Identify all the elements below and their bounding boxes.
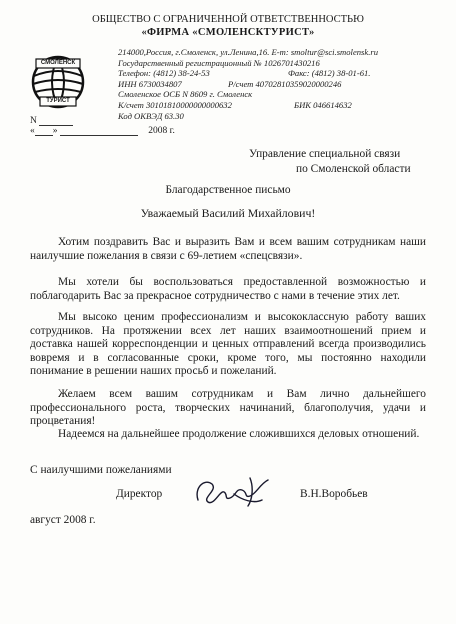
paragraph-appreciation: Мы высоко ценим профессионализм и высококлассную работу ваших сотрудников. На протяжении всех лет наших взаимоотношений прием и доставка нашей корреспонденции и ценных отправлений всегда производились вовремя и в согласованные сроки, кроме того, мы постоянно находили понимание в решении наших просьб и пожеланий. <box>30 311 426 378</box>
logo-bottom-text: ТУРИСТ <box>46 98 70 104</box>
corr-account-text: К/счет 30101810000000000632 <box>118 99 232 110</box>
paragraph-hope: Надеемся на дальнейшее продолжение сложившихся деловых отношений. <box>58 428 420 440</box>
recipient-line-1: Управление специальной связи <box>249 148 401 160</box>
handwritten-signature <box>190 470 280 510</box>
paragraph-thanks: Мы хотели бы воспользоваться предоставленной возможностью и поблагодарить Вас за прекрасное сотрудничество с нами в течение этих лет. <box>30 276 426 302</box>
signer-title: Директор <box>116 488 163 500</box>
paragraph-congrats: Хотим поздравить Вас и выразить Вам и всем вашим сотрудникам наши наилучшие пожелания в связи с 69-летием «спецсвязи». <box>30 236 426 262</box>
company-logo <box>26 48 90 118</box>
okved-line: Код ОКВЭД 63.30 <box>118 110 184 121</box>
org-name: «ФИРМА «СМОЛЕНСКТУРИСТ» <box>141 27 315 38</box>
address-line: 214000,Россия, г.Смоленск, ул.Ленина,16. E-m: smoltur@sci.smolensk.ru <box>118 47 378 57</box>
number-label: N <box>30 116 37 126</box>
outgoing-date <box>30 126 175 136</box>
closing-phrase: С наилучшими пожеланиями <box>30 464 172 476</box>
outgoing-year: 2008 г. <box>148 126 175 136</box>
day-blank <box>35 135 53 136</box>
phone-text: Телефон: (4812) 38-24-53 <box>118 68 210 79</box>
inn-account-line <box>118 79 378 90</box>
requisites-block <box>118 47 378 121</box>
signer-name: В.Н.Воробьев <box>300 488 368 500</box>
date-open-quote: « <box>30 126 35 136</box>
date-close-quote: » <box>52 126 58 136</box>
account-text: Р/счет 40702810359020000246 <box>228 78 342 89</box>
inn-text: ИНН 6730034807 <box>118 78 182 89</box>
fax-text: Факс: (4812) 38-01-61. <box>288 68 371 79</box>
month-blank <box>60 135 138 136</box>
corr-bik-line <box>118 100 378 111</box>
bik-text: БИК 046614632 <box>294 99 352 110</box>
phone-fax-line <box>118 68 378 79</box>
recipient-line-2: по Смоленской области <box>296 163 411 175</box>
outgoing-number <box>30 116 73 126</box>
salutation: Уважаемый Василий Михайлович! <box>140 206 316 220</box>
letter-title: Благодарственное письмо <box>165 184 291 196</box>
letter-date: август 2008 г. <box>30 514 96 526</box>
logo-top-text: СМОЛЕНСК <box>40 60 76 66</box>
paragraph-wishes: Желаем всем вашим сотрудникам и Вам лично дальнейшего профессионального роста, творческих начинаний, благополучия, удачи и процветания! <box>30 388 426 428</box>
bank-line: Смоленское ОСБ N 8609 г. Смоленск <box>118 89 253 100</box>
ogrn-line: Государственный регистрационный № 1026701430216 <box>118 57 320 68</box>
org-legal-form: ОБЩЕСТВО С ОГРАНИЧЕННОЙ ОТВЕТСТВЕННОСТЬЮ <box>92 14 364 25</box>
